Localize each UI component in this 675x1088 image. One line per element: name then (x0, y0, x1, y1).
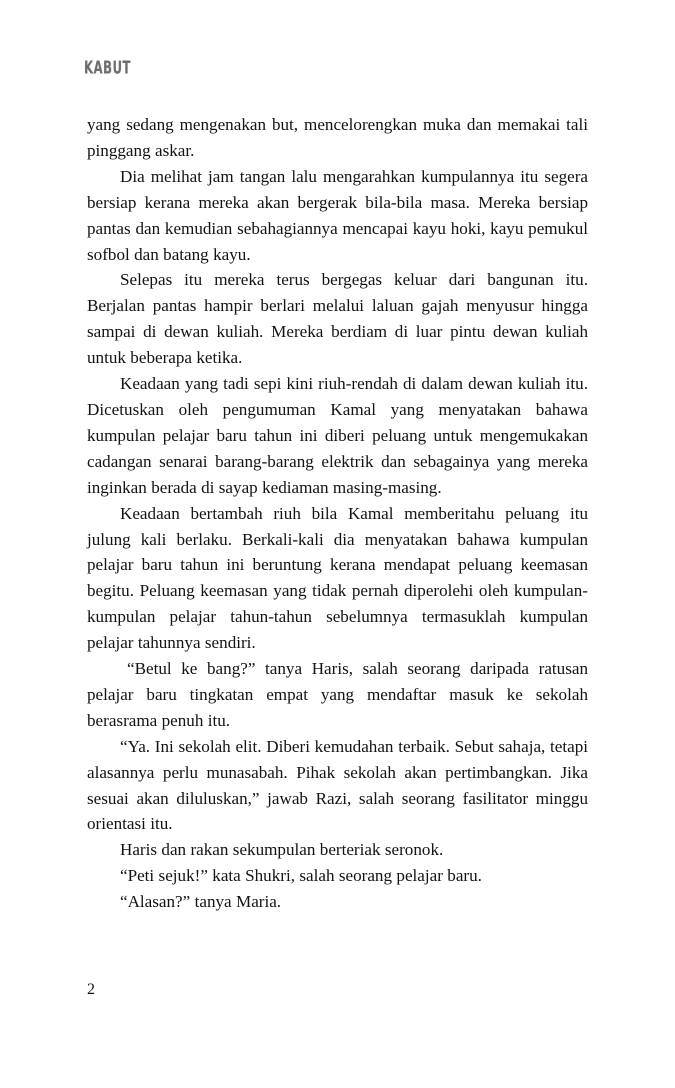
paragraph: yang sedang mengenakan but, mencelorengkan muka dan memakai tali pinggang askar. (87, 115, 588, 160)
paragraph: “Peti sejuk!” kata Shukri, salah seorang pelajar baru. (120, 866, 482, 886)
paragraph: Selepas itu mereka terus bergegas keluar dari bangunan itu. Berjalan pantas hampir berlari melalui laluan gajah menyusur hingga sampai di dewan kuliah. Mereka berdiam di luar pintu dewan kuliah untuk beberapa ketika. (87, 270, 588, 368)
paragraph: Keadaan bertambah riuh bila Kamal memberitahu peluang itu julung kali berlaku. Berkali-kali dia menyatakan bahawa kumpulan pelajar baru tahun ini beruntung kerana mendapat peluang keemasan begitu. Peluang keemasan yang tidak pernah diperolehi oleh kumpulan-kumpulan pelajar tahun-tahun sebelumnya termasuklah kumpulan pelajar tahunnya sendiri. (87, 503, 588, 653)
paragraph: “Betul ke bang?” tanya Haris, salah seorang daripada ratusan pelajar baru tingkatan empat yang mendaftar masuk ke sekolah berasrama penuh itu. (87, 659, 588, 730)
body-text-column (87, 112, 588, 915)
paragraph: Haris dan rakan sekumpulan berteriak seronok. (120, 840, 444, 860)
paragraph: Keadaan yang tadi sepi kini riuh-rendah di dalam dewan kuliah itu. Dicetuskan oleh pengumuman Kamal yang menyatakan bahawa kumpulan pelajar baru tahun ini diberi peluang untuk mengemukakan cadangan senarai barang-barang elektrik dan sebagainya yang mereka inginkan berada di sayap kediaman masing-masing. (87, 374, 588, 497)
paragraph: “Ya. Ini sekolah elit. Diberi kemudahan terbaik. Sebut sahaja, tetapi alasannya perlu munasabah. Pihak sekolah akan pertimbangkan. Jika sesuai akan diluluskan,” jawab Razi, salah seorang fasilitator minggu orientasi itu. (87, 736, 588, 834)
paragraph: “Alasan?” tanya Maria. (120, 892, 282, 912)
page-number: 2 (87, 981, 95, 998)
running-head: KABUT (84, 57, 131, 79)
paragraph: Dia melihat jam tangan lalu mengarahkan kumpulannya itu segera bersiap kerana mereka akan bergerak bila-bila masa. Mereka bersiap pantas dan kemudian sebahagiannya mencapai kayu hoki, kayu pemukul sofbol dan batang kayu. (87, 166, 588, 264)
